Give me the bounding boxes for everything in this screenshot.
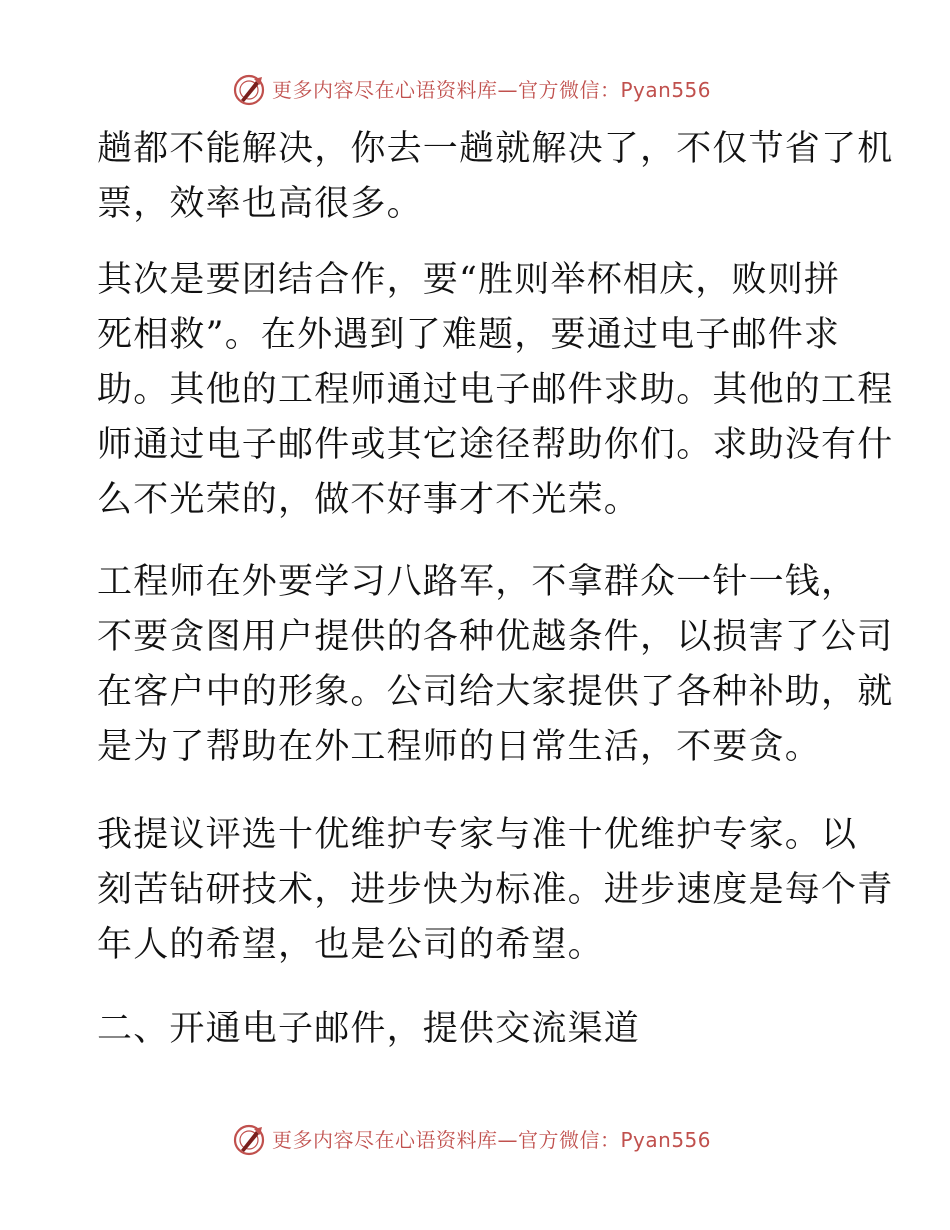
paragraph	[97, 122, 894, 232]
banner-dash: —	[497, 78, 518, 102]
paragraph	[97, 555, 894, 775]
banner-wechat-label: 官方微信：	[518, 78, 621, 102]
banner-text	[272, 78, 711, 102]
quill-logo-icon	[232, 73, 266, 107]
banner-dash: —	[497, 1128, 518, 1152]
paragraph-line: 工程师在外要学习八路军，不拿群众一针一钱，	[97, 562, 858, 602]
banner-wechat-id: Pyan556	[620, 78, 712, 102]
paragraph-line: 其次是要团结合作，要“胜则举杯相庆，败则拼	[97, 260, 841, 300]
paragraph-line: 趟都不能解决，你去一趟就解决了，不仅节省了机	[97, 129, 894, 169]
paragraph-line: 不要贪图用户提供的各种优越条件，以损害了公司	[97, 617, 894, 657]
paragraph-line: 年人的希望，也是公司的希望。	[97, 925, 604, 965]
paragraph-line: 二、开通电子邮件，提供交流渠道	[97, 1009, 641, 1049]
section-heading	[97, 1002, 857, 1057]
paragraph-line: 死相救”。在外遇到了难题，要通过电子邮件求	[97, 315, 841, 355]
banner-wechat-id: Pyan556	[620, 1128, 712, 1152]
banner-wechat-label: 官方微信：	[518, 1128, 621, 1152]
paragraph-line: 票，效率也高很多。	[97, 184, 423, 224]
paragraph-line: 么不光荣的，做不好事才不光荣。	[97, 480, 641, 520]
paragraph	[97, 253, 894, 528]
banner-title: 更多内容尽在心语资料库	[272, 1128, 498, 1152]
paragraph-line: 是为了帮助在外工程师的日常生活，不要贪。	[97, 727, 822, 767]
paragraph-line: 助。其他的工程师通过电子邮件求助。其他的工程	[97, 370, 894, 410]
quill-logo-icon	[232, 1123, 266, 1157]
paragraph-line: 我提议评选十优维护专家与准十优维护专家。以	[97, 815, 858, 855]
paragraph	[97, 808, 894, 973]
paragraph-line: 在客户中的形象。公司给大家提供了各种补助，就	[97, 672, 894, 712]
header-banner	[0, 70, 950, 110]
banner-title: 更多内容尽在心语资料库	[272, 78, 498, 102]
paragraph-line: 师通过电子邮件或其它途径帮助你们。求助没有什	[97, 425, 894, 465]
banner-text	[272, 1128, 711, 1152]
footer-banner	[0, 1120, 950, 1160]
paragraph-line: 刻苦钻研技术，进步快为标准。进步速度是每个青	[97, 870, 894, 910]
